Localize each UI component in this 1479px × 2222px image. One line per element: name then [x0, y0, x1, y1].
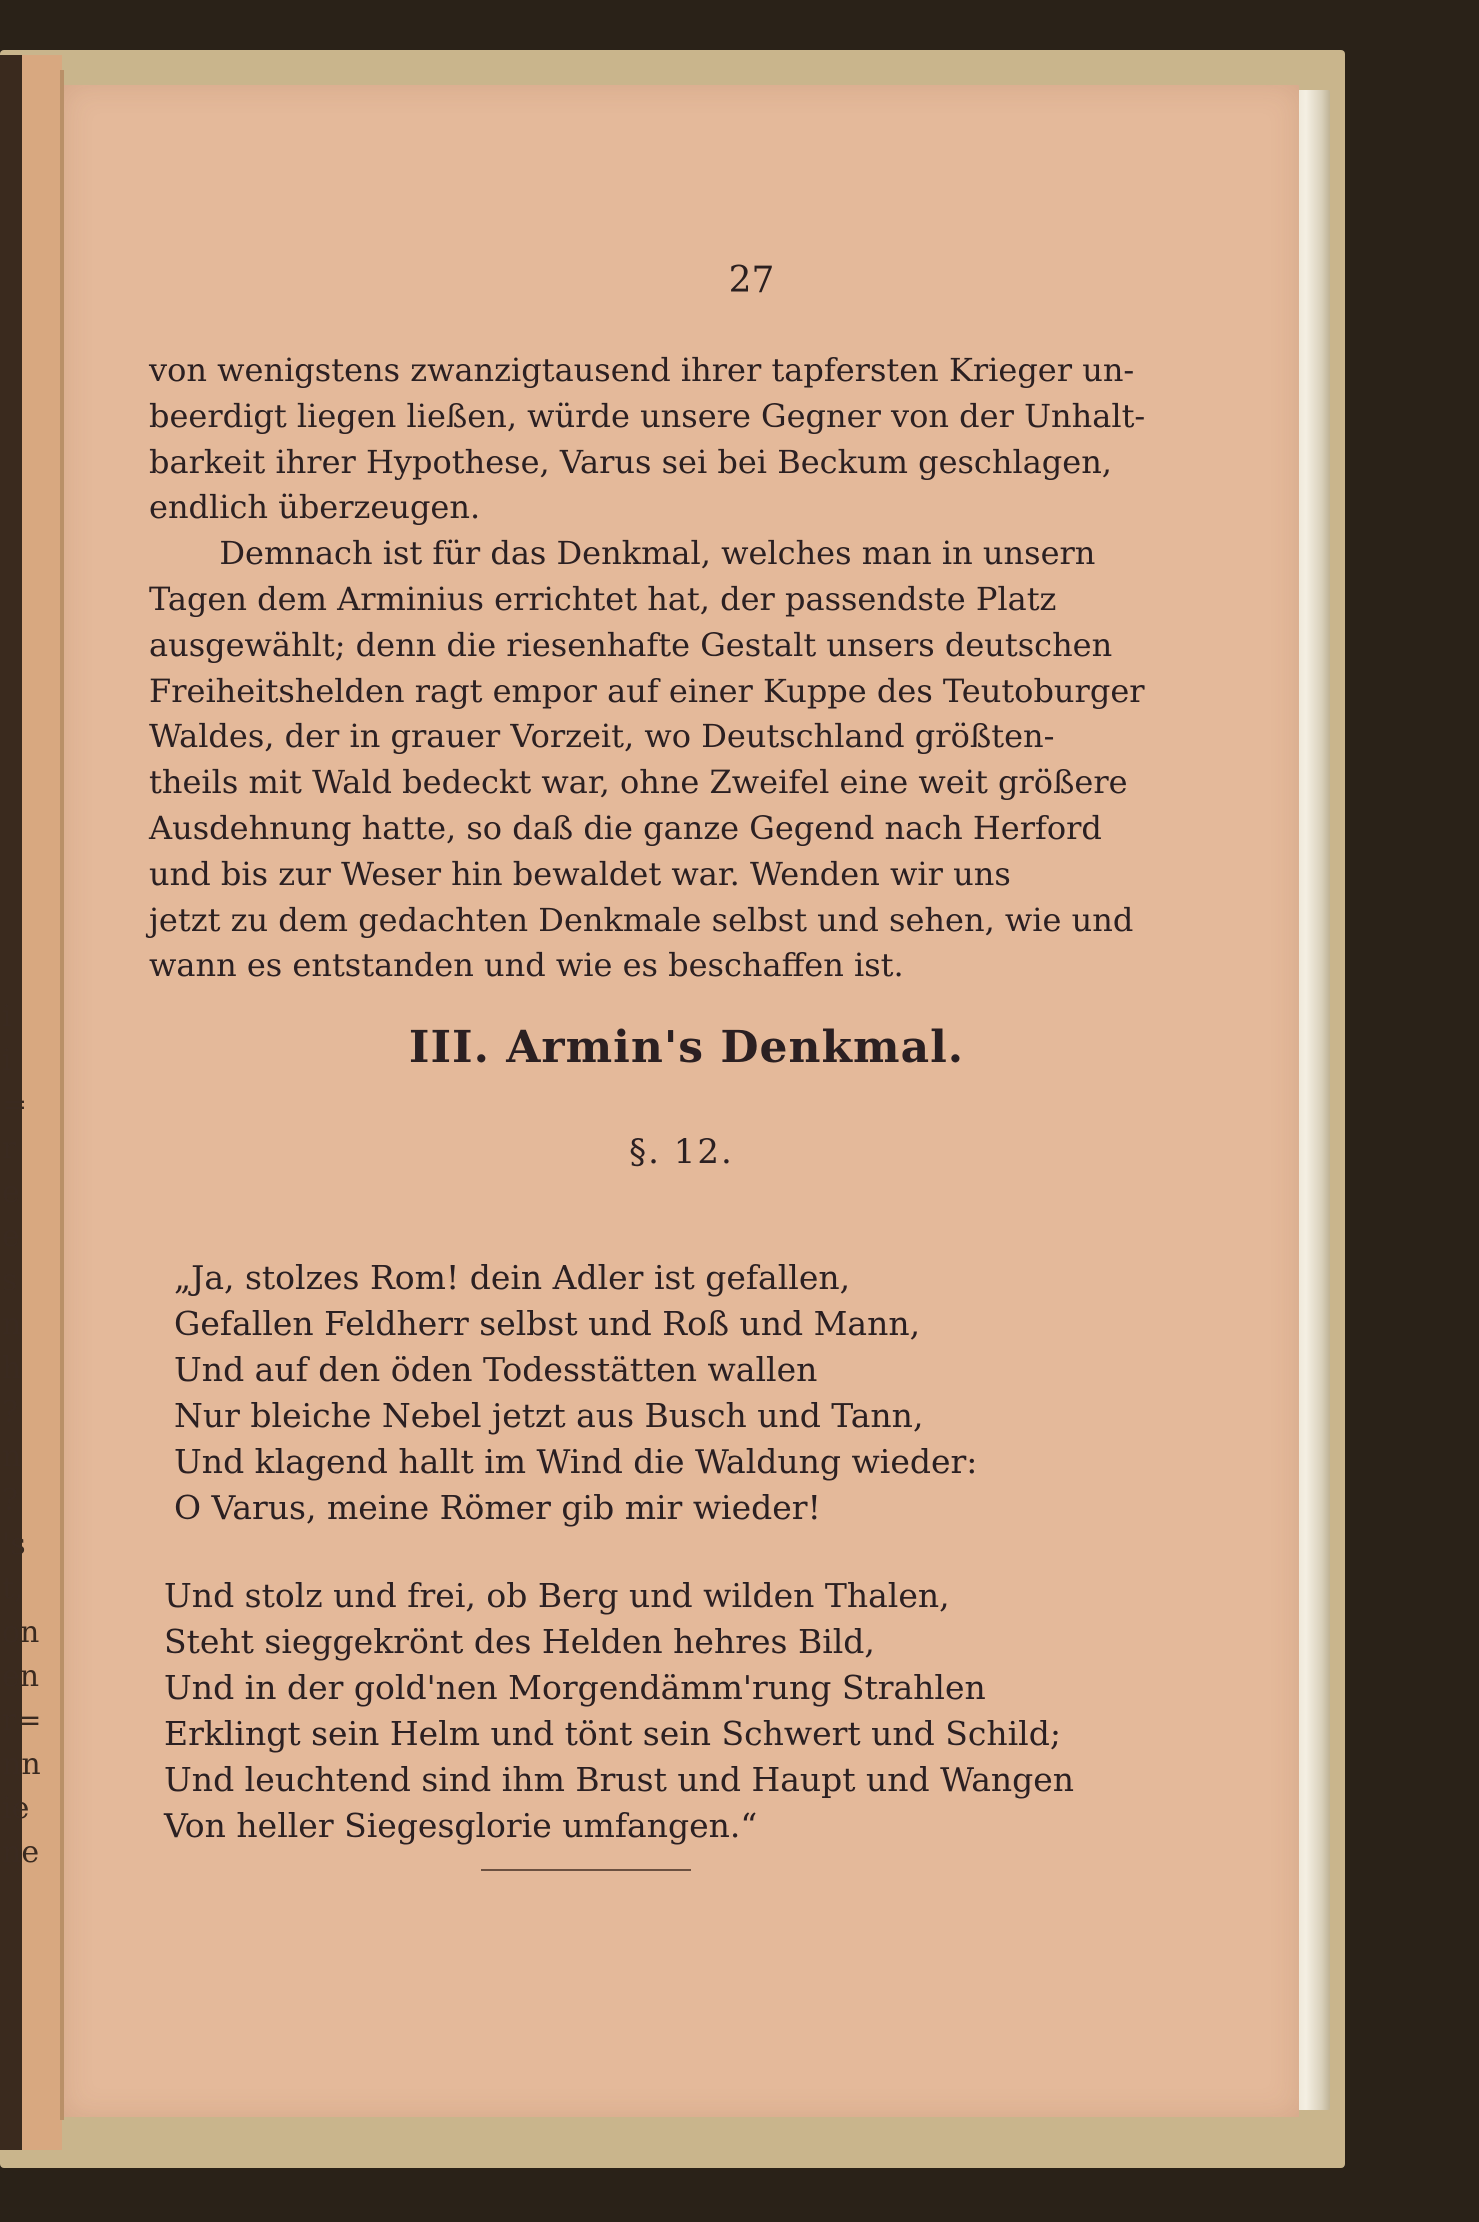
poem-line: „Ja, stolzes Rom! dein Adler ist gefallen, — [174, 1258, 851, 1297]
left-fragment: s — [2, 1263, 18, 1298]
poem-line: Steht sieggekrönt des Helden hehres Bild, — [164, 1622, 875, 1661]
prose-line: theils mit Wald bedeckt war, ohne Zweifel eine weit größere — [149, 763, 1128, 802]
left-page-edge — [0, 55, 62, 2150]
prose-line: ausgewählt; denn die riesenhafte Gestalt unsers deutschen — [149, 625, 1113, 664]
left-fragment: i — [2, 999, 12, 1034]
left-fragment: nn — [2, 1747, 41, 1782]
page-number: 27 — [728, 260, 775, 301]
prose-line: endlich überzeugen. — [149, 488, 481, 527]
prose-line: Freiheitshelden ragt empor auf einer Kuppe des Teutoburger — [149, 671, 1145, 710]
poem-line: Erklingt sein Helm und tönt sein Schwert und Schild; — [164, 1714, 1061, 1753]
poem-line: Nur bleiche Nebel jetzt aus Busch und Tann, — [174, 1396, 924, 1435]
book-page — [64, 85, 1299, 2117]
poem-line: Und klagend hallt im Wind die Waldung wieder: — [174, 1442, 978, 1481]
left-fragment: h — [2, 1351, 22, 1386]
poem-line: Und in der gold'nen Morgendämm'rung Strahlen — [164, 1668, 986, 1707]
left-fragment: n — [2, 1307, 22, 1342]
left-fragment: t, — [2, 1571, 24, 1606]
left-fragment: ie — [2, 1791, 30, 1826]
poem-line: Gefallen Feldherr selbst und Roß und Mann, — [174, 1304, 921, 1343]
prose-line: von wenigstens zwanzigtausend ihrer tapfersten Krieger un- — [149, 351, 1135, 389]
prose-line: und bis zur Weser hin bewaldet war. Wenden wir uns — [149, 854, 1011, 893]
left-fragment: ? — [2, 1483, 19, 1518]
left-page-fragments — [2, 995, 41, 1875]
left-fragment: ne — [2, 1835, 40, 1870]
prose-line: wann es entstanden und wie es beschaffen ist. — [149, 946, 904, 985]
prose-block — [149, 348, 1164, 989]
left-fragment: n — [2, 1439, 22, 1474]
left-fragment: = — [2, 1087, 28, 1122]
prose-line: Tagen dem Arminius errichtet hat, der passendste Platz — [149, 579, 1057, 618]
poem-line: Und leuchtend sind ihm Brust und Haupt und Wangen — [164, 1760, 1075, 1799]
poem-stanza-1 — [174, 1255, 977, 1531]
prose-line: Demnach ist für das Denkmal, welches man in unsern — [219, 534, 1096, 573]
poem-line: Und auf den öden Todesstätten wallen — [174, 1350, 818, 1389]
poem-line: O Varus, meine Römer gib mir wieder! — [174, 1488, 821, 1527]
prose-line: Ausdehnung hatte, so daß die ganze Gegend nach Herford — [149, 808, 1102, 847]
left-fragment: 's — [2, 1527, 26, 1562]
poem-line: Und stolz und frei, ob Berg und wilden Thalen, — [164, 1576, 950, 1615]
left-fragment: ? — [2, 1395, 19, 1430]
prose-line: Waldes, der in grauer Vorzeit, wo Deutschland größten- — [149, 717, 1055, 756]
left-fragment: en — [2, 1659, 40, 1694]
left-fragment: r= — [2, 1703, 42, 1738]
end-rule — [481, 1869, 691, 1871]
prose-line: jetzt zu dem gedachten Denkmale selbst und sehen, wie und — [149, 900, 1134, 939]
poem-stanza-2 — [164, 1573, 1074, 1849]
left-fragment: e — [2, 1175, 20, 1210]
left-fragment: i — [2, 1043, 12, 1078]
left-fragment: r — [2, 1131, 17, 1166]
prose-line: beerdigt liegen ließen, würde unsere Gegner von der Unhalt- — [149, 396, 1146, 435]
prose-line: barkeit ihrer Hypothese, Varus sei bei Beckum geschlagen, — [149, 442, 1112, 481]
poem-line: Von heller Siegesglorie umfangen.“ — [164, 1806, 758, 1845]
left-fragment: e — [2, 1219, 20, 1254]
left-fragment: on — [2, 1615, 40, 1650]
chapter-heading: III. Armin's Denkmal. — [408, 1022, 965, 1073]
section-number: §. 12. — [629, 1132, 734, 1172]
